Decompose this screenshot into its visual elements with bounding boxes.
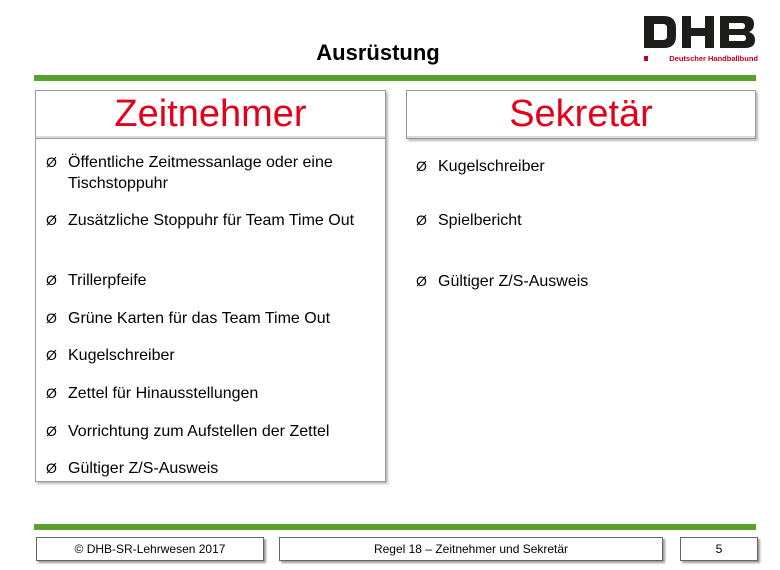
list-item — [46, 152, 375, 194]
dhb-logo — [640, 12, 760, 68]
list-item — [46, 421, 375, 442]
arrow-bullet-icon: Ø — [46, 272, 57, 288]
list-item — [416, 156, 745, 177]
slide-title: Ausrüstung — [316, 40, 440, 65]
list-item — [46, 383, 375, 404]
logo-tagline: Deutscher Handballbund — [669, 54, 758, 63]
arrow-bullet-icon: Ø — [46, 310, 57, 326]
list-item-text: Trillerpfeife — [68, 272, 147, 289]
arrow-bullet-icon: Ø — [46, 460, 57, 476]
sekretaer-column — [406, 90, 756, 139]
arrow-bullet-icon: Ø — [46, 385, 57, 401]
header-divider — [34, 75, 756, 81]
arrow-bullet-icon: Ø — [416, 212, 427, 228]
arrow-bullet-icon: Ø — [46, 212, 57, 228]
footer-copyright: © DHB-SR-Lehrwesen 2017 — [36, 537, 264, 561]
list-item — [46, 345, 375, 366]
footer-divider — [34, 524, 756, 530]
list-item-text: Kugelschreiber — [68, 347, 175, 364]
list-item-text: Zettel für Hinausstellungen — [68, 385, 259, 402]
list-item-text: Vorrichtung zum Aufstellen der Zettel — [68, 423, 330, 440]
list-item-text: Kugelschreiber — [438, 158, 545, 175]
list-item — [416, 210, 745, 231]
list-item-text: Zusätzliche Stoppuhr für Team Time Out — [68, 212, 355, 229]
list-item — [46, 308, 375, 329]
footer-rule-title: Regel 18 – Zeitnehmer und Sekretär — [279, 537, 663, 561]
list-item-text: Gültiger Z/S-Ausweis — [68, 460, 219, 477]
sekretaer-list — [406, 140, 755, 310]
zeitnehmer-column — [35, 90, 386, 482]
list-item-text: Spielbericht — [438, 212, 522, 229]
list-item-text: Öffentliche Zeitmessanlage oder eine Tischstoppuhr — [68, 154, 333, 192]
list-item — [46, 270, 375, 291]
arrow-bullet-icon: Ø — [416, 158, 427, 174]
sekretaer-heading: Sekretär — [407, 91, 755, 139]
arrow-bullet-icon: Ø — [46, 423, 57, 439]
zeitnehmer-list — [36, 140, 385, 481]
list-item — [416, 271, 745, 292]
zeitnehmer-heading: Zeitnehmer — [36, 91, 385, 139]
list-item — [46, 210, 375, 231]
page-number: 5 — [680, 537, 758, 561]
list-item — [46, 458, 375, 479]
dhb-logo-icon — [642, 12, 758, 52]
arrow-bullet-icon: Ø — [416, 273, 427, 289]
list-item-text: Grüne Karten für das Team Time Out — [68, 310, 331, 327]
list-item-text: Gültiger Z/S-Ausweis — [438, 273, 589, 290]
arrow-bullet-icon: Ø — [46, 347, 57, 363]
arrow-bullet-icon: Ø — [46, 154, 57, 170]
